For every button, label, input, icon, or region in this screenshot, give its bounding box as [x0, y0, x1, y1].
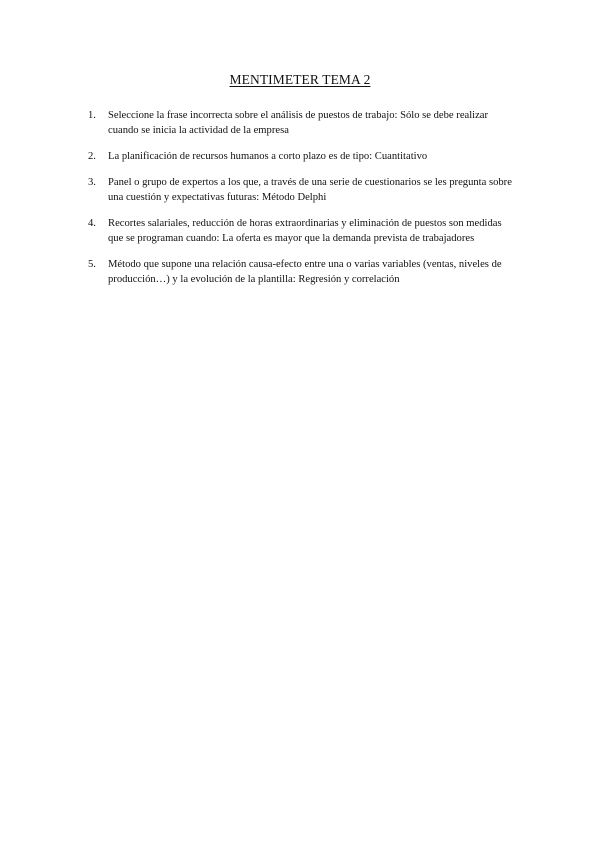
item-number: 5.	[88, 259, 96, 270]
item-text: Seleccione la frase incorrecta sobre el análisis de puestos de trabajo: Sólo se debe realizar cuando se inicia la actividad de la empresa	[108, 110, 489, 136]
list-item	[88, 149, 518, 164]
item-text: Método que supone una relación causa-efecto entre una o varias variables (ventas, niveles de producción…) y la evolución de la plantilla: Regresión y correlación	[108, 259, 502, 285]
list-item	[88, 257, 518, 287]
list-item	[88, 108, 518, 138]
list-item	[88, 175, 518, 205]
item-text: Recortes salariales, reducción de horas extraordinarias y eliminación de puestos son medidas que se programan cuando: La oferta es mayor que la demanda prevista de trabajadores	[108, 218, 502, 244]
item-number: 4.	[88, 218, 96, 229]
document-title: MENTIMETER TEMA 2	[229, 72, 371, 87]
item-text: Panel o grupo de expertos a los que, a través de una serie de cuestionarios se les pregunta sobre una cuestión y expectativas futuras: Método Delphi	[108, 177, 512, 203]
item-text: La planificación de recursos humanos a corto plazo es de tipo: Cuantitativo	[108, 151, 428, 162]
item-number: 3.	[88, 177, 96, 188]
question-list	[88, 108, 518, 298]
item-number: 1.	[88, 110, 96, 121]
item-number: 2.	[88, 151, 96, 162]
list-item	[88, 216, 518, 246]
